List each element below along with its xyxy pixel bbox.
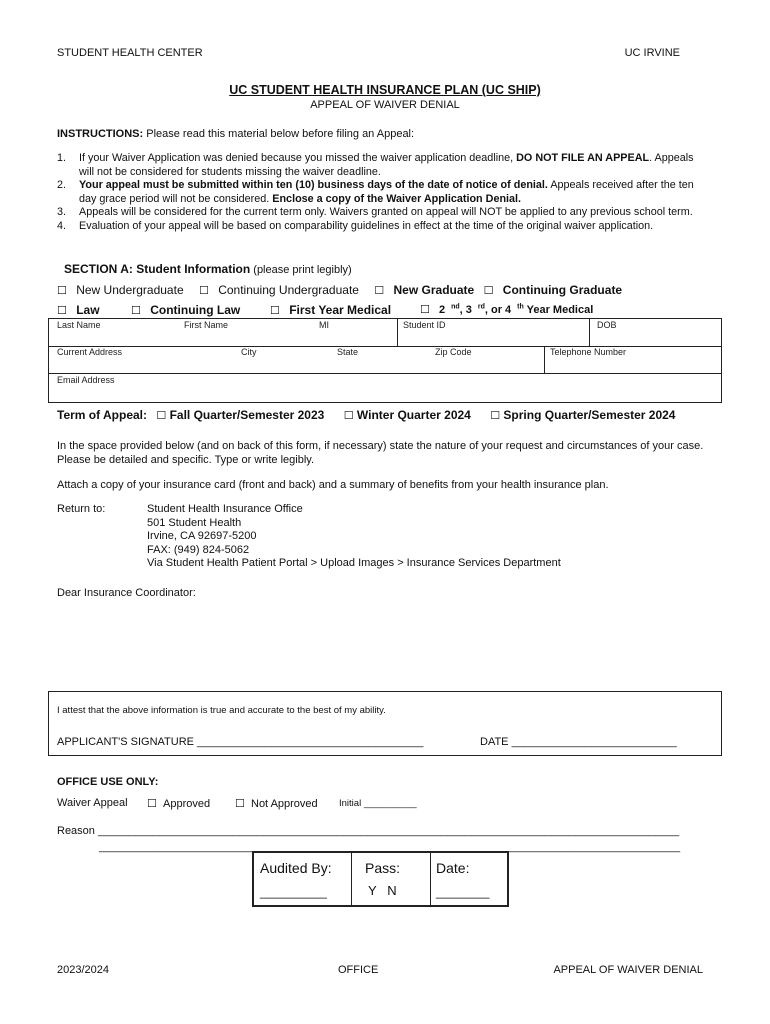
option-label: Fall Quarter/Semester 2023 [169,408,325,422]
grid-divider [397,318,398,346]
option-label [439,304,599,316]
form-title: UC STUDENT HEALTH INSURANCE PLAN (UC SHIP) [229,83,541,97]
footer-left: 2023/2024 [57,964,109,976]
checkbox-icon[interactable]: ☐ [343,409,354,422]
option-continuing-graduate[interactable] [484,283,623,297]
footer-center: OFFICE [338,964,379,976]
option-approved[interactable] [147,797,210,810]
checkbox-icon[interactable]: ☐ [131,304,141,317]
list-number: 3. [57,206,67,218]
option-label: New Undergraduate [76,283,184,297]
option-not-approved[interactable] [235,797,318,810]
list-text: If your Waiver Application was denied because you missed the waiver application deadline, [79,152,517,164]
return-to-label: Return to: [57,503,106,515]
current-address-field[interactable]: Current Address [57,347,123,357]
grid-divider [544,346,545,373]
zip-code-field[interactable]: Zip Code [435,347,472,357]
list-number: 4. [57,219,67,232]
checkbox-icon[interactable]: ☐ [57,304,67,317]
instructions-label: INSTRUCTIONS: [57,128,144,140]
date-label: Date: [436,860,470,876]
address-line: FAX: (949) 824-5062 [147,543,250,556]
option-label: Law [76,303,100,317]
attach-paragraph: Attach a copy of your insurance card (front and back) and a summary of benefits from your health insurance plan. [57,479,609,491]
pass-yn-field[interactable]: Y N [368,883,397,898]
option-label: Continuing Graduate [502,283,623,297]
list-text: . Appeals will not be considered for students missing the waiver deadline. [79,152,694,178]
option-label-part: , 3 [459,304,472,316]
option-label: Approved [163,798,211,810]
checkbox-icon[interactable]: ☐ [490,409,501,422]
footer-right: APPEAL OF WAIVER DENIAL [553,964,703,976]
checkbox-icon[interactable]: ☐ [235,797,245,810]
salutation: Dear Insurance Coordinator: [57,587,196,599]
reason-field[interactable]: Reason _______________________________________________________________________________________________ [57,825,680,837]
list-text-bold: DO NOT FILE AN APPEAL [516,152,650,164]
dob-field[interactable]: DOB [597,320,617,330]
audited-by-field[interactable]: __________ [260,885,327,899]
instructions-text: Please read this material below before filing an Appeal: [143,128,415,140]
list-number: 2. [57,179,67,191]
student-info-grid [48,318,722,403]
grid-divider [589,318,590,346]
audit-date-field[interactable]: ________ [436,885,490,899]
checkbox-icon[interactable]: ☐ [198,284,209,297]
student-type-row-1 [57,283,717,297]
option-spring-2024[interactable] [490,408,675,422]
option-law[interactable] [57,303,100,317]
header-right: UC IRVINE [624,47,680,59]
option-label-part: 2 [438,304,446,316]
list-item [57,220,697,234]
section-a-title [64,262,352,276]
option-first-year-medical[interactable] [270,303,391,317]
telephone-field[interactable]: Telephone Number [550,347,627,357]
form-subtitle: APPEAL OF WAIVER DENIAL [310,99,460,111]
option-new-undergraduate[interactable] [57,283,190,297]
address-line: 501 Student Health [147,516,242,529]
option-label: Winter Quarter 2024 [356,408,471,422]
option-upper-year-medical[interactable] [420,303,599,316]
list-item [57,179,697,206]
option-new-graduate[interactable] [374,283,474,297]
checkbox-icon[interactable]: ☐ [57,284,67,297]
reason-field-line-2[interactable]: _______________________________________________________________________________________________ [99,841,681,853]
list-text: Appeals received after the ten day grace period will not be considered. [79,179,694,205]
list-text: Appeals will be considered for the current term only. Waivers granted on appeal will NOT be applied to any previous school term. [79,206,693,218]
checkbox-icon[interactable]: ☐ [147,797,157,810]
checkbox-icon[interactable]: ☐ [483,284,494,297]
signature-field[interactable]: APPLICANT'S SIGNATURE _____________________________________ [57,736,424,748]
appeal-text-area[interactable] [100,606,700,686]
student-id-field[interactable]: Student ID [403,320,446,330]
office-use-title: OFFICE USE ONLY: [57,776,159,788]
address-line: Irvine, CA 92697-5200 [147,530,257,543]
option-label: Not Approved [251,798,318,810]
ordinal-suffix: th [517,303,524,311]
list-item [57,152,697,179]
address-line: Via Student Health Patient Portal > Upload Images > Insurance Services Department [147,557,561,570]
audited-by-label: Audited By: [260,860,332,876]
option-label: Continuing Law [150,303,241,317]
last-name-field[interactable]: Last Name [57,320,101,330]
first-name-field[interactable]: First Name [184,320,229,330]
pass-label: Pass: [365,860,401,876]
email-field[interactable]: Email Address [57,375,115,385]
header-left: STUDENT HEALTH CENTER [57,47,203,59]
option-label-part: , or 4 [484,304,512,316]
option-label: Continuing Undergraduate [218,283,359,297]
date-field[interactable]: DATE ___________________________ [480,736,677,748]
instruction-list [57,152,697,233]
option-label: New Graduate [393,283,475,297]
grid-divider [48,373,721,374]
option-label: Spring Quarter/Semester 2024 [503,408,676,422]
option-winter-2024[interactable] [344,408,471,422]
ordinal-suffix: nd [451,303,460,311]
list-text: Evaluation of your appeal will be based on comparability guidelines in effect at the time of the original waiver application. [79,219,654,232]
option-continuing-undergraduate[interactable] [199,283,365,297]
term-label: Term of Appeal: [57,408,148,422]
waiver-appeal-label: Waiver Appeal [57,797,128,809]
attestation-text: I attest that the above information is true and accurate to the best of my ability. [57,705,386,716]
option-continuing-law[interactable] [131,303,240,317]
city-field[interactable]: City [241,347,257,357]
state-field[interactable]: State [337,347,359,357]
return-address [147,503,561,571]
checkbox-icon[interactable]: ☐ [420,303,430,316]
section-a-note: (please print legibly) [250,264,352,276]
address-line: Student Health Insurance Office [147,503,303,515]
checkbox-icon[interactable]: ☐ [270,304,280,317]
ordinal-suffix: rd [477,303,485,311]
option-label-part: Year Medical [523,304,594,316]
term-of-appeal [57,408,675,422]
list-text-bold: Enclose a copy of the Waiver Application Denial. [272,192,522,205]
option-fall-2023[interactable] [156,408,324,422]
list-item [57,206,697,220]
initial-field[interactable]: Initial __________ [339,798,417,809]
list-number: 1. [57,152,67,164]
list-text-bold: Your appeal must be submitted within ten (10) business days of the date of notice of denial. [79,179,548,191]
instructions [57,128,414,140]
option-label: First Year Medical [289,303,392,317]
checkbox-icon[interactable]: ☐ [374,284,385,297]
checkbox-icon[interactable]: ☐ [156,409,167,422]
audit-box [252,851,509,907]
instructions-paragraph: In the space provided below (and on back of this form, if necessary) state the nature of your request and circumstances of your case. Please be detailed and specific. Type or write legibly. [57,440,704,466]
section-a-heading: SECTION A: Student Information [64,262,251,276]
mi-field[interactable]: MI [319,320,329,330]
